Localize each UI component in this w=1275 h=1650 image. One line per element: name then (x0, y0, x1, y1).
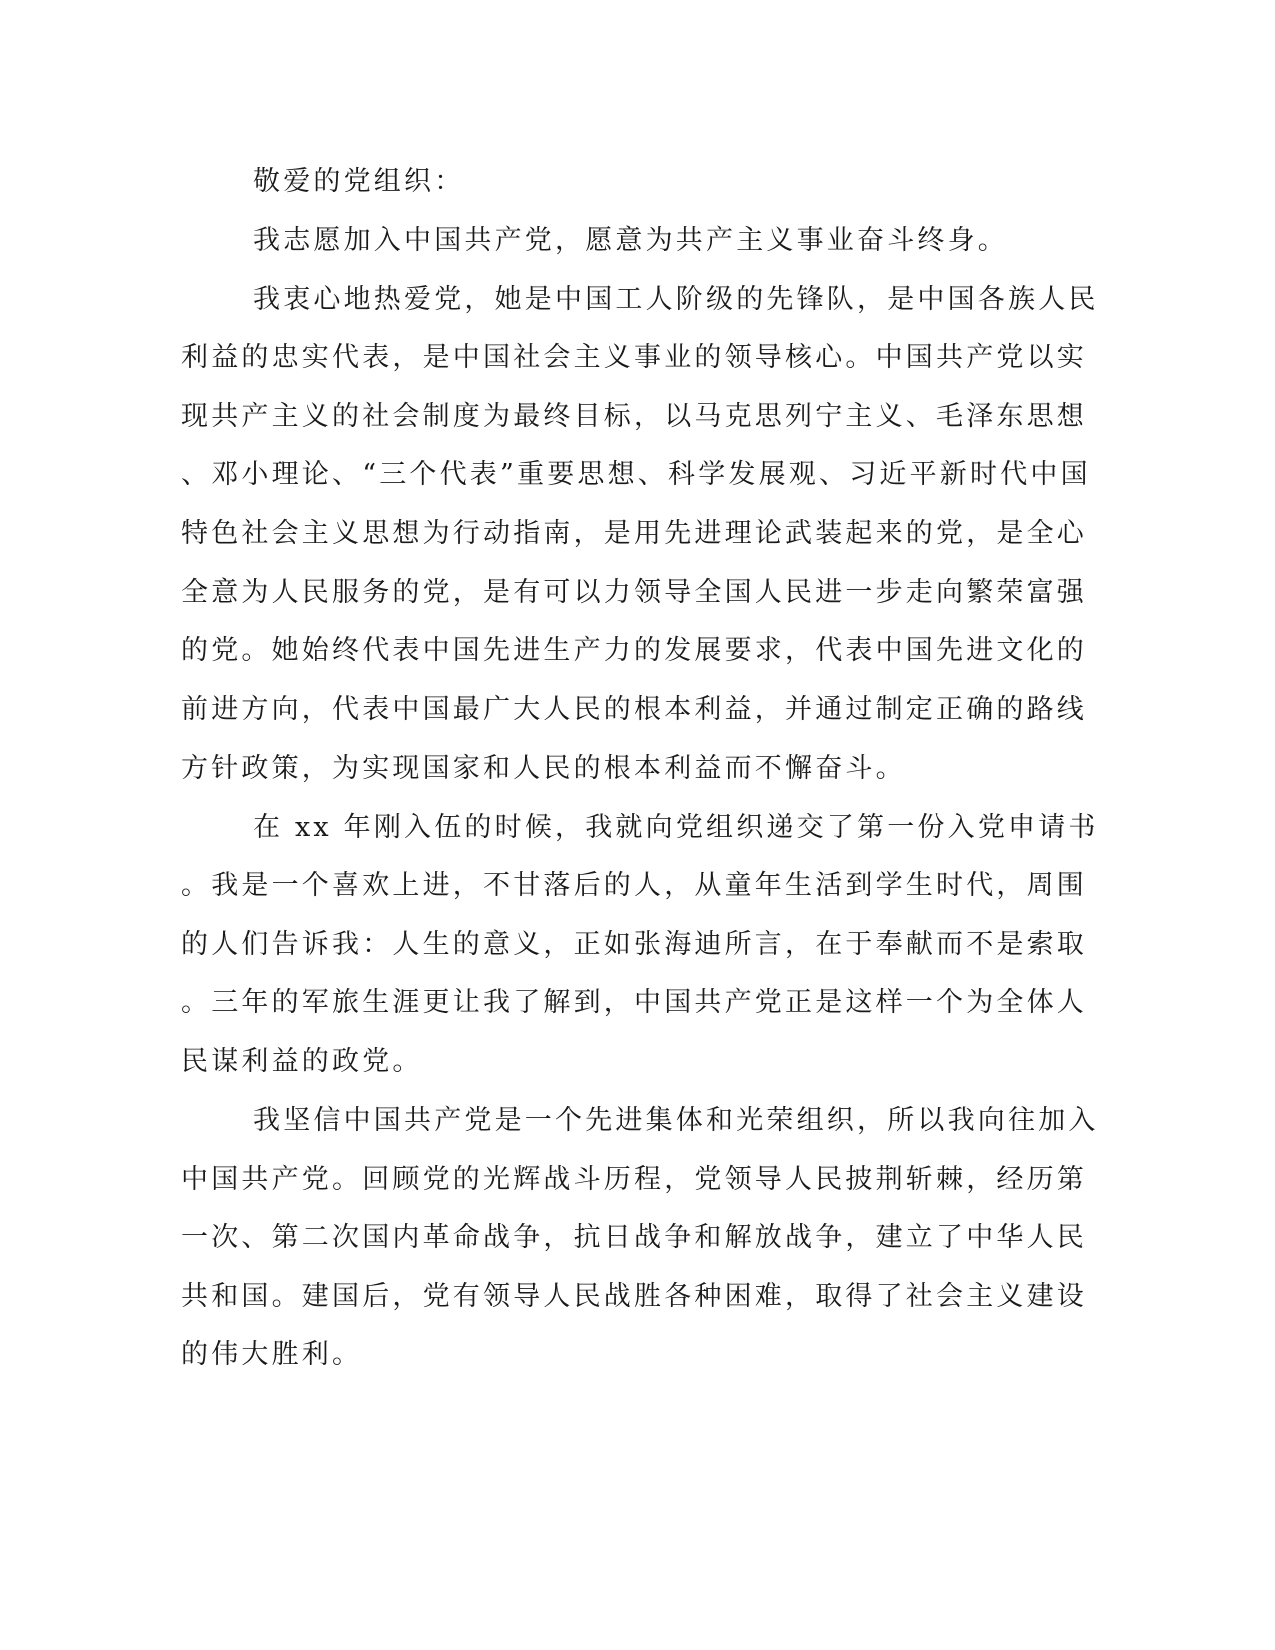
paragraph-line: 的人们告诉我：人生的意义，正如张海迪所言，在于奉献而不是索取 (181, 929, 1087, 960)
paragraph-line: 中国共产党。回顾党的光辉战斗历程，党领导人民披荆斩棘，经历第 (181, 1164, 1087, 1195)
paragraph-line: 。我是一个喜欢上进，不甘落后的人，从童年生活到学生时代，周围 (181, 870, 1087, 901)
paragraph-line: 在 xx 年刚入伍的时候，我就向党组织递交了第一份入党申请书 (253, 812, 1099, 843)
paragraph-line: 共和国。建国后，党有领导人民战胜各种困难，取得了社会主义建设 (181, 1281, 1087, 1312)
paragraph-line: 全意为人民服务的党，是有可以力领导全国人民进一步走向繁荣富强 (181, 577, 1087, 608)
paragraph-line: 特色社会主义思想为行动指南，是用先进理论武装起来的党，是全心 (181, 518, 1087, 549)
paragraph-line: 我坚信中国共产党是一个先进集体和光荣组织，所以我向往加入 (253, 1105, 1099, 1136)
salutation: 敬爱的党组织： (253, 166, 465, 197)
paragraph-line: 现共产主义的社会制度为最终目标，以马克思列宁主义、毛泽东思想 (181, 401, 1087, 432)
paragraph-line: 。三年的军旅生涯更让我了解到，中国共产党正是这样一个为全体人 (181, 987, 1087, 1018)
paragraph-line: 、邓小理论、“三个代表”重要思想、科学发展观、习近平新时代中国 (181, 459, 1091, 490)
paragraph-line: 利益的忠实代表，是中国社会主义事业的领导核心。中国共产党以实 (181, 342, 1087, 373)
paragraph-line: 我志愿加入中国共产党，愿意为共产主义事业奋斗终身。 (253, 225, 1008, 256)
paragraph-line: 民谋利益的政党。 (181, 1046, 423, 1077)
paragraph-line: 的党。她始终代表中国先进生产力的发展要求，代表中国先进文化的 (181, 635, 1087, 666)
paragraph-line: 方针政策，为实现国家和人民的根本利益而不懈奋斗。 (181, 753, 906, 784)
paragraph-line: 一次、第二次国内革命战争，抗日战争和解放战争，建立了中华人民 (181, 1222, 1087, 1253)
paragraph-line: 的伟大胜利。 (181, 1339, 363, 1370)
paragraph-line: 我衷心地热爱党，她是中国工人阶级的先锋队，是中国各族人民 (253, 284, 1099, 315)
paragraph-line: 前进方向，代表中国最广大人民的根本利益，并通过制定正确的路线 (181, 694, 1087, 725)
